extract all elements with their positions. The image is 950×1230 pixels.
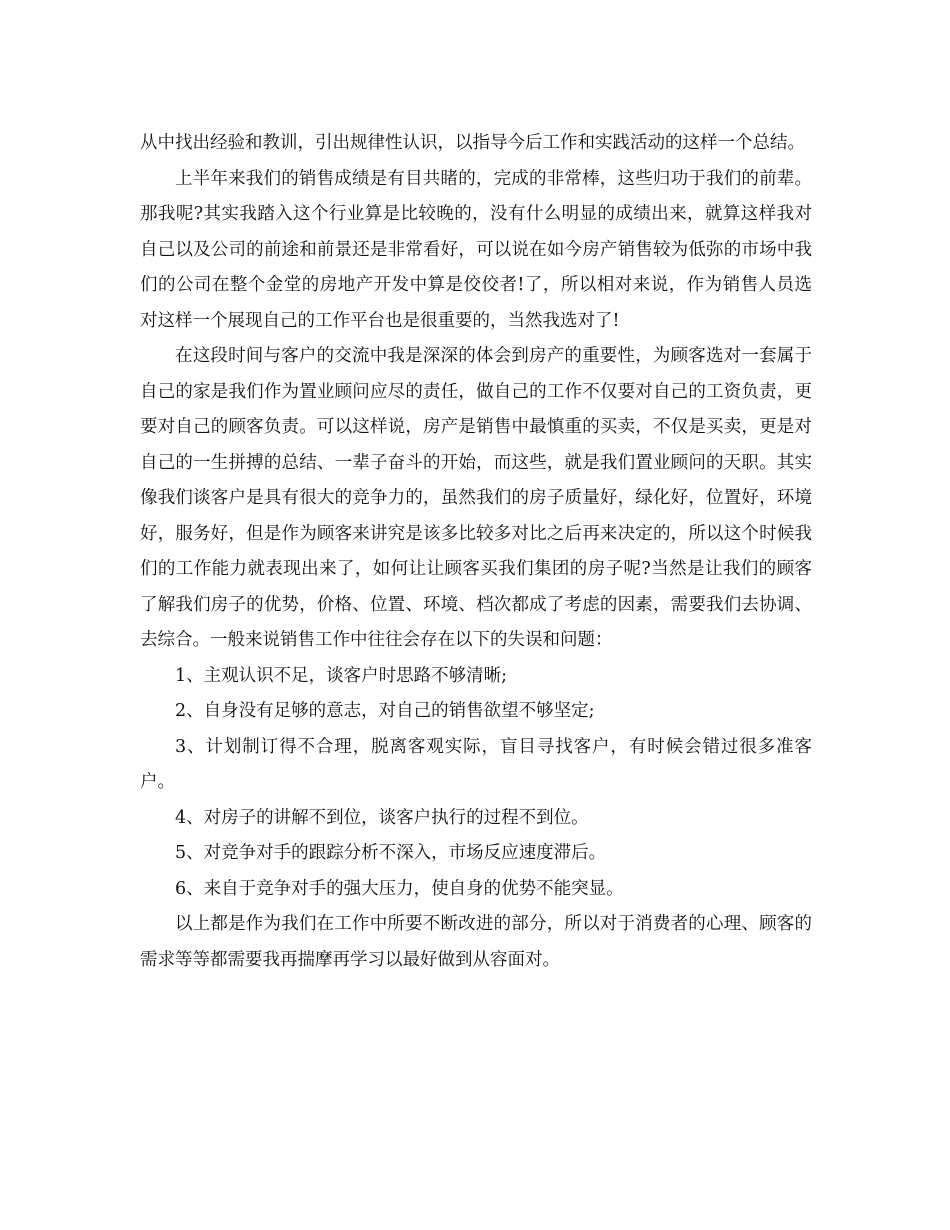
list-item-5: 5、对竞争对手的跟踪分析不深入，市场反应速度滞后。 (175, 843, 607, 863)
paragraph-conclusion: 以上都是作为我们在工作中所要不断改进的部分，所以对于消费者的心理、顾客的需求等等都需要我再揣摩再学习以最好做到从容面对。 (140, 914, 812, 970)
list-item-1: 1、主观认识不足，谈客户时思路不够清晰; (175, 665, 508, 686)
paragraph-continuation: 从中找出经验和教训，引出规律性认识，以指导今后工作和实践活动的这样一个总结。 (140, 133, 805, 153)
list-item-4: 4、对房子的讲解不到位，谈客户执行的过程不到位。 (175, 807, 589, 828)
paragraph-customer-communication: 在这段时间与客户的交流中我是深深的体会到房产的重要性，为顾客选对一套属于自己的家是我们作为置业顾问应尽的责任，做自己的工作不仅要对自己的工资负责，更要对自己的顾客负责。可以这样说，房产是销售中最慎重的买卖，不仅是买卖，更是对自己的一生拼搏的总结、一辈子奋斗的开始，而这些，就是我们置业顾问的天职。其实像我们谈客户是具有很大的竞争力的，虽然我们的房子质量好，绿化好，位置好，环境好，服务好，但是作为顾客来讲究是该多比较多对比之后再来决定的，所以这个时候我们的工作能力就表现出来了，如何让让顾客买我们集团的房子呢?当然是让我们的顾客了解我们房子的优势，价格、位置、环境、档次都成了考虑的因素，需要我们去协调、去综合。一般来说销售工作中往往会存在以下的失误和问题： (140, 346, 812, 650)
list-item-3: 3、计划制订得不合理，脱离客观实际，盲目寻找客户，有时候会错过很多准客户。 (140, 736, 812, 792)
paragraph-sales-results: 上半年来我们的销售成绩是有目共睹的，完成的非常棒，这些归功于我们的前辈。那我呢?其实我踏入这个行业算是比较晚的，没有什么明显的成绩出来，就算这样我对自己以及公司的前途和前景还是非常看好，可以说在如今房产销售较为低弥的市场中我们的公司在整个金堂的房地产开发中算是佼佼者!了，所以相对来说，作为销售人员选对这样一个展现自己的工作平台也是很重要的，当然我选对了! (140, 168, 812, 331)
list-item-6: 6、来自于竞争对手的强大压力，使自身的优势不能突显。 (175, 878, 624, 899)
list-item-2: 2、自身没有足够的意志，对自己的销售欲望不够坚定; (175, 701, 595, 721)
document-body (140, 126, 812, 978)
